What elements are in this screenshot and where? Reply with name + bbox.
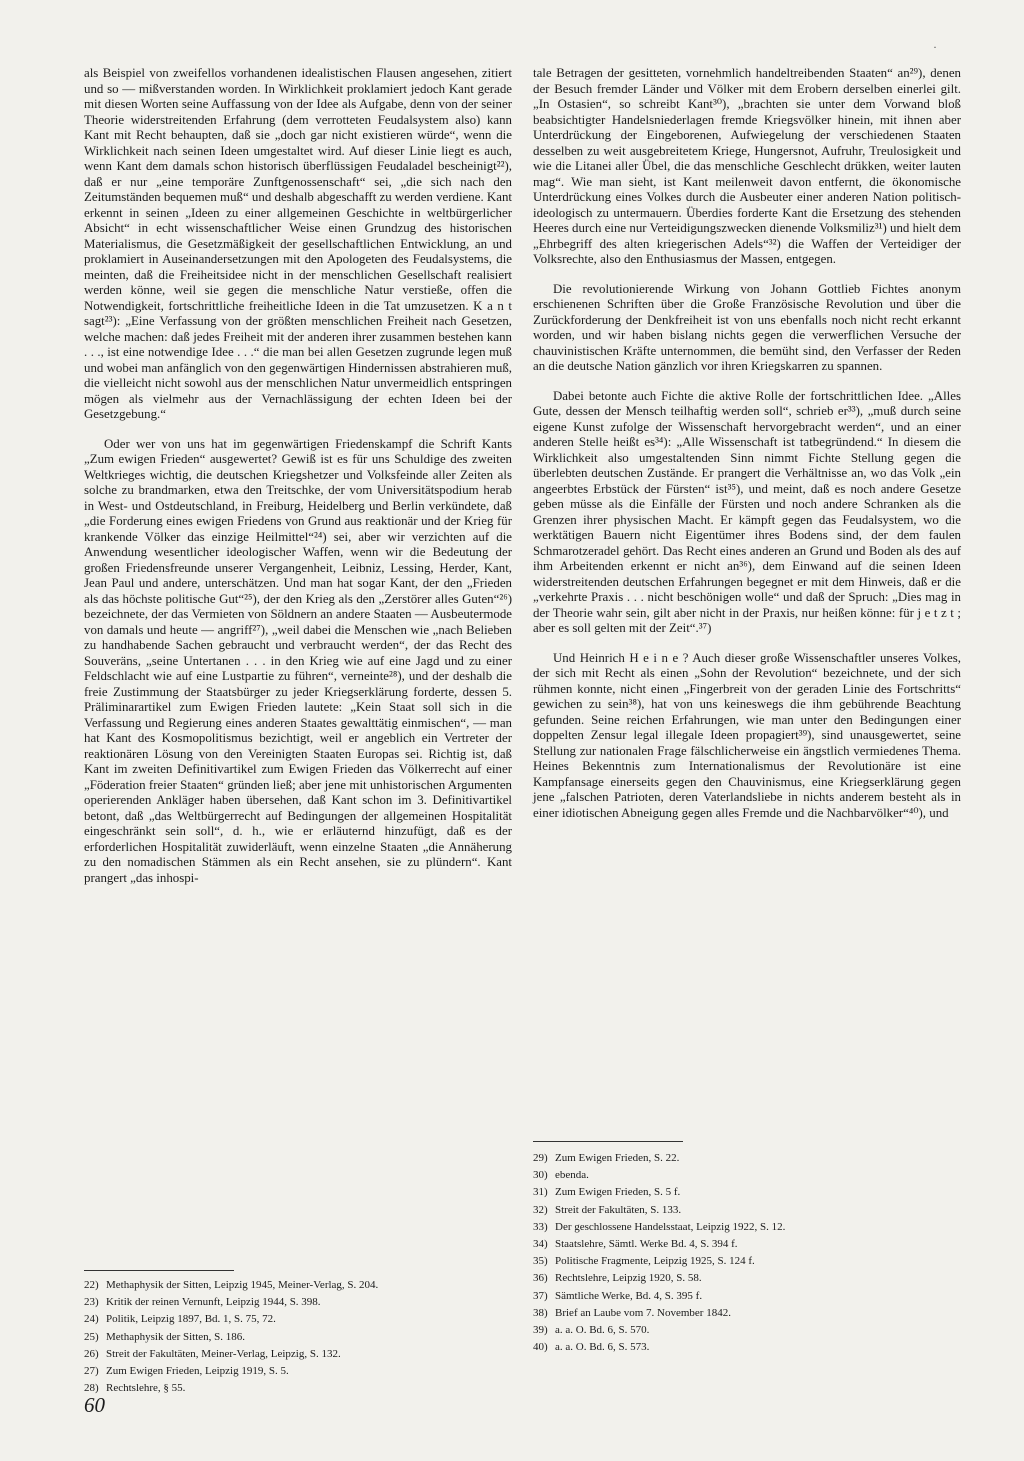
paragraph: Oder wer von uns hat im gegenwärtigen Friedenskampf die Schrift Kants „Zum ewigen Frieden“ ausgewertet? Gewiß ist es für uns Schuldige des zweiten Weltkrieges wichtig, die deutschen Kriegshetzer und Volksfeinde aller Zeiten als solche zu brandmarken, etwa den Treitschke, der vom Universitätspodium herab in West- und Ostdeutschland, in Freiburg, Heidelberg und Berlin verkündete, daß „die Forderung eines ewigen Friedens von Grund aus reaktionär und der Krieg für krankende Völker das einzige Heilmittel“²⁴) sei, aber wir verzichten auf die Anwendung wesentlicher ideologischer Waffen, wenn wir die Bedeutung der großen Friedensfreunde unserer Vergangenheit, Leibniz, Lessing, Herder, Kant, Jean Paul und andere, unterschätzen. Und man hat sogar Kant, der den „Frieden als das höchste politische Gut“²⁵), der den Krieg als den „Zerstörer alles Guten“²⁶) bezeichnete, der das Vermieten von Söldnern an andere Staaten — Ausbeutermode von damals und heute — angriff²⁷), „weil dabei die Menschen wie „nach Belieben zu handhabende Sachen gebraucht und verbraucht werden“, der das Recht des Souveräns, „seine Untertanen . . . in den Krieg wie auf eine Jagd und zu einer Feldschlacht wie auf eine Lustpartie zu führen“, verneinte²⁸), und der deshalb die freie Zustimmung der Staatsbürger zu jeder Kriegserklärung forderte, dessen 5. Präliminarartikel zum Ewigen Frieden lautete: „Kein Staat soll sich in die Verfassung und Regierung eines anderen Staates gewalttätig einmischen“, — man hat Kant des Kosmopolitismus bezichtigt, weil er angeblich ein Vertreter der reaktionären Lösung von den Vereinigten Staaten Europas sei. Richtig ist, daß Kant im zweiten Definitivartikel zum Ewigen Frieden das Völkerrecht auf einer „Föderation freier Staaten“ gründen ließ; aber jene mit unhistorischen Argumenten operierenden Ankläger haben übersehen, daß Kant schon im 3. Definitivartikel betont, daß „das Weltbürgerrecht auf Bedingungen der allgemeinen Hospitalität eingeschränkt sein soll“, d. h., wie er erläuternd hinzufügt, daß es der erforderlichen Hospitalität zuwiderläuft, wenn einzelne Staaten „die Annäherung zu den nomadischen Stämmen als ein Recht ansehen, sie zu plündern“. Kant prangert „das inhospi- (84, 436, 512, 885)
footnote-number: 40) (533, 1341, 548, 1354)
footnote-text: Zum Ewigen Frieden, Leipzig 1919, S. 5. (106, 1364, 289, 1377)
footnote-number: 32) (533, 1203, 548, 1216)
footnote (533, 1152, 961, 1166)
footnote-number: 33) (533, 1220, 548, 1233)
footnote-number: 30) (533, 1169, 548, 1182)
footnote-text: Methaphysik der Sitten, S. 186. (106, 1330, 246, 1343)
footnote-text: Methaphysik der Sitten, Leipzig 1945, Meiner-Verlag, S. 204. (106, 1279, 379, 1291)
footnote (533, 1307, 961, 1321)
footnote (533, 1204, 961, 1218)
footnote-number: 23) (84, 1296, 99, 1309)
footnote-text: Sämtliche Werke, Bd. 4, S. 395 f. (555, 1289, 703, 1302)
footnote (84, 1348, 512, 1362)
footnote (84, 1296, 512, 1310)
left-column (84, 66, 512, 894)
footnote-number: 26) (84, 1347, 99, 1360)
footnote (84, 1365, 512, 1379)
paragraph: tale Betragen der gesitteten, vornehmlich handeltreibenden Staaten“ an²⁹), denen der Besuch fremder Länder und Völker mit dem Erobern derselben einerlei gilt. „In Ostasien“, so schreibt Kant³⁰), „brachten sie unter dem Vorwand bloß beabsichtigter Handelsniederlagen fremde Kriegsvölker hinein, mit ihnen aber Unterdrückung der Eingeborenen, Aufwiegelung der verschiedenen Staaten desselben zu weit ausgebreitetem Kriege, Hungersnot, Aufruhr, Treulosigkeit und wie die Litanei aller Übel, die das menschliche Geschlecht drükken, weiter lauten mag“. Wie man sieht, ist Kant meilenweit davon entfernt, die ökonomische Unterdrückung eines Volkes durch die Ausbeuter einer anderen Nation politisch-ideologisch zu untermauern. Überdies forderte Kant die Ersetzung des stehenden Heeres durch eine nur Verteidigungszwecken dienende Volksmiliz³¹) und hielt dem „Ehrbegriff des alten kriegerischen Adels“³²) die Waffen der Verteidiger der Volksrechte, also den Enthusiasmus der Massen, entgegen. (533, 66, 961, 266)
footnote (533, 1186, 961, 1200)
footnote (533, 1272, 961, 1286)
footnote-text: Streit der Fakultäten, Meiner-Verlag, Leipzig, S. 132. (106, 1347, 341, 1360)
paragraph: als Beispiel von zweifellos vorhandenen idealistischen Flausen angesehen, zitiert und so — mißverstanden worden. In Wirklichkeit proklamiert jedoch Kant gerade mit diesen Worten seine Auffassung von der Idee als Aufgabe, denn von der seiner Theorie widerstreitenden Erfahrung (dem verrotteten Feudalsystem also) kann Kant mit Recht behaupten, daß sie „doch gar nicht existieren würde“, wenn die Wirklichkeit nach seinen Ideen umgestaltet wird. Auf dieser Linie liegt es auch, wenn Kant dem damals schon historisch überflüssigen Feudaladel bescheinigt²²), daß er nur „eine temporäre Zunftgenossenschaft“ sei, „die sich nach den Zeitumständen bequemen muß“ und deshalb abgeschafft zu werden verdiene. Kant erkennt in seinen „Ideen zu einer allgemeinen Geschichte in weltbürgerlicher Absicht“ in echt wissenschaftlicher Weise einen Grundzug des historischen Materialismus, die Gesetzmäßigkeit der gesellschaftlichen Entwicklung, an und proklamiert in Auseinandersetzungen mit den Apologeten des Feudalsystems, die meinten, daß die Freiheitsidee nicht in der menschlichen Gesellschaft realisiert werden könne, weil sie gegen die menschliche Natur verstieße, offen die Notwendigkeit, fortschrittliche freiheitliche Ideen in die Tat umzusetzen. K a n t sagt²³): „Eine Verfassung von der größten menschlichen Freiheit nach Gesetzen, welche machen: daß jedes Freiheit mit der anderen ihrer zusammen bestehen kann . . ., ist eine notwendige Idee . . .“ die man bei allen Gesetzen zugrunde legen muß und wobei man anfänglich von den gegenwärtigen Hindernissen abstrahieren muß, die vielleicht nicht sowohl aus der menschlichen Natur unvermeidlich entspringen mögen als vielmehr aus der Vernachlässigung der echten Ideen bei der Gesetzgebung.“ (84, 66, 512, 421)
footnote-text: Kritik der reinen Vernunft, Leipzig 1944, S. 398. (106, 1296, 321, 1309)
footnote (533, 1341, 961, 1355)
footnote-number: 29) (533, 1152, 548, 1164)
footnote-number: 24) (84, 1313, 99, 1326)
footnote-number: 27) (84, 1364, 99, 1377)
footnote-number: 38) (533, 1306, 548, 1319)
footnote-text: Zum Ewigen Frieden, S. 22. (555, 1152, 680, 1164)
corner-mark: · (933, 40, 937, 54)
footnote-number: 28) (84, 1382, 99, 1395)
footnote-number: 35) (533, 1255, 548, 1268)
footnote (533, 1169, 961, 1183)
footnote-number: 34) (533, 1237, 548, 1250)
footnote-text: Streit der Fakultäten, S. 133. (555, 1203, 682, 1216)
footnote-text: Rechtslehre, Leipzig 1920, S. 58. (555, 1272, 702, 1285)
footnote-text: Politik, Leipzig 1897, Bd. 1, S. 75, 72. (106, 1313, 276, 1326)
right-column (533, 66, 961, 829)
page-number: 60 (84, 1393, 105, 1417)
footnote (84, 1331, 512, 1345)
footnote-text: Rechtslehre, § 55. (106, 1382, 186, 1395)
footnote (533, 1255, 961, 1269)
paragraph: Die revolutionierende Wirkung von Johann Gottlieb Fichtes anonym erschienenen Schriften über die Große Französische Revolution und über die Zurückforderung der Denkfreiheit ist von uns ebenfalls noch nicht recht erkannt worden, und wir haben bislang nichts gegen die verwerflichen Versuche der chauvinistischen Kräfte unternommen, die bemüht sind, den Verfasser der Reden an die deutsche Nation gänzlich vor ihren Kriegskarren zu spannen. (533, 281, 961, 373)
footnote-text: a. a. O. Bd. 6, S. 570. (555, 1323, 650, 1336)
footnote-number: 31) (533, 1186, 548, 1199)
footnotes-left (84, 1279, 512, 1399)
footnote-divider (533, 1141, 683, 1142)
footnote (84, 1279, 512, 1293)
paragraph: Und Heinrich H e i n e ? Auch dieser große Wissenschaftler unseres Volkes, der sich mit Recht als einen „Sohn der Revolution“ bezeichnete, und der sich rühmen konnte, nicht einen „Fingerbreit von der geraden Linie des Fortschritts“ gewichen zu sein³⁸), hat von uns keineswegs die ihm gebührende Beachtung gefunden. Seine reichen Erfahrungen, wie man unter den Bedingungen einer doppelten Zensur legal illegale Ideen propagiert³⁹), sind unausgewertet, seine Stellung zur nationalen Frage fälschlicherweise ein ängstlich vermiedenes Thema. Heines Bekenntnis zum Internationalismus der Revolutionäre ist eine Kampfansage einerseits gegen den Chauvinismus, eine Kriegserklärung gegen jene „falschen Patrioten, deren Vaterlandsliebe in nichts anderem besteht als in einer idiotischen Abneigung gegen alles Fremde und die Nachbarvölker“⁴⁰), und (533, 650, 961, 820)
footnote (84, 1313, 512, 1327)
footnotes-right (533, 1152, 961, 1358)
footnote (533, 1238, 961, 1252)
footnote-text: Politische Fragmente, Leipzig 1925, S. 124 f. (555, 1255, 755, 1268)
footnote (533, 1324, 961, 1338)
footnote-number: 25) (84, 1330, 99, 1343)
footnote-number: 36) (533, 1272, 548, 1285)
footnote-text: Brief an Laube vom 7. November 1842. (555, 1306, 731, 1319)
footnote-text: ebenda. (555, 1169, 589, 1182)
footnote-text: Der geschlossene Handelsstaat, Leipzig 1922, S. 12. (555, 1220, 786, 1233)
footnote-number: 22) (84, 1279, 99, 1291)
footnote (533, 1290, 961, 1304)
footnote-divider (84, 1270, 234, 1271)
footnote (84, 1382, 512, 1396)
footnote-text: Staatslehre, Sämtl. Werke Bd. 4, S. 394 f. (555, 1237, 738, 1250)
footnote-number: 39) (533, 1323, 548, 1336)
footnote-text: Zum Ewigen Frieden, S. 5 f. (555, 1186, 681, 1199)
footnote-text: a. a. O. Bd. 6, S. 573. (555, 1341, 650, 1354)
footnote-number: 37) (533, 1289, 548, 1302)
footnote (533, 1221, 961, 1235)
paragraph: Dabei betonte auch Fichte die aktive Rolle der fortschrittlichen Idee. „Alles Gute, dessen der Mensch teilhaftig werden soll“, schrieb er³³), „muß durch seine eigene Kunst zufolge der Wissenschaft hervorgebracht werden“, und an einer anderen Stelle heißt es³⁴): „Alle Wissenschaft ist tatbegründend.“ In diesem die Wirklichkeit also umgestaltenden Sinn nimmt Fichte Stellung gegen die überlebten deutschen Zustände. Er prangert die Verhältnisse an, wo das Volk „ein angeerbtes Erbstück der Fürsten“ ist³⁵), und meint, daß es noch andere Gesetze geben müsse als die Einfälle der Fürsten und noch andere Schranken als die Grenzen ihrer physischen Macht. Er kämpft gegen das Feudalsystem, wo die werktätigen Bauern nicht Eigentümer ihres Bodens sind, der dem faulen Schmarotzeradel gehört. Das Recht eines anderen an Grund und Boden als des auf ihm Arbeitenden erkennt er nicht an³⁶), dem Einwand auf die seinen Ideen widerstreitenden deutschen Erfahrungen begegnet er mit dem Hinweis, daß er die „verkehrte Praxis . . . nicht beschönigen wolle“ und daß der Spruch: „Dies mag in der Theorie wahr sein, gilt aber nicht in der Praxis, nur heißen könne: für j e t z t ; aber es soll gelten mit der Zeit“.³⁷) (533, 388, 961, 635)
